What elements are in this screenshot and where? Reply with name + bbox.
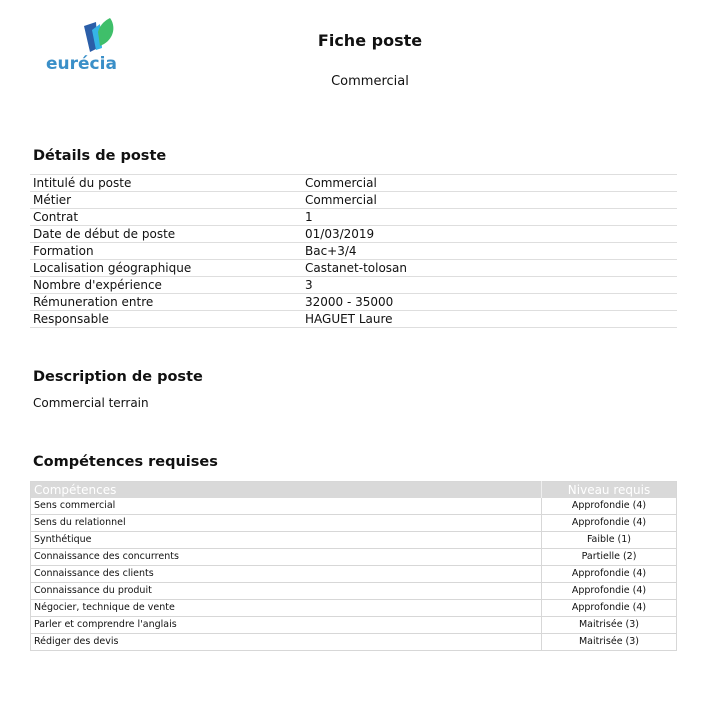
detail-value: 32000 - 35000 [302,294,677,311]
detail-value: 01/03/2019 [302,226,677,243]
skill-name: Connaissance des clients [31,566,542,583]
column-header-level: Niveau requis [542,482,677,499]
logo-wordmark: eurécia [46,54,117,74]
detail-label: Formation [30,243,302,260]
skill-level: Faible (1) [542,532,677,549]
detail-label: Rémuneration entre [30,294,302,311]
detail-value: Bac+3/4 [302,243,677,260]
description-text: Commercial terrain [33,396,149,410]
skills-heading: Compétences requises [33,454,218,470]
skill-level: Approfondie (4) [542,515,677,532]
skill-level: Approfondie (4) [542,566,677,583]
details-table [30,174,677,328]
skill-name: Rédiger des devis [31,634,542,651]
detail-value: Commercial [302,175,677,192]
detail-label: Date de début de poste [30,226,302,243]
details-row [30,175,677,192]
column-header-skill: Compétences [31,482,542,499]
skill-level: Approfondie (4) [542,583,677,600]
detail-label: Responsable [30,311,302,328]
details-heading: Détails de poste [33,148,167,164]
skill-row [31,566,677,583]
detail-label: Nombre d'expérience [30,277,302,294]
page-subtitle: Commercial [331,74,409,89]
details-row [30,260,677,277]
details-row [30,226,677,243]
skill-level: Partielle (2) [542,549,677,566]
skill-level: Maitrisée (3) [542,617,677,634]
details-row [30,243,677,260]
detail-label: Intitulé du poste [30,175,302,192]
skill-row [31,498,677,515]
skill-name: Connaissance des concurrents [31,549,542,566]
skill-row [31,583,677,600]
skill-row [31,617,677,634]
skills-table [30,481,677,651]
detail-value: 1 [302,209,677,226]
skill-name: Synthétique [31,532,542,549]
details-row [30,192,677,209]
skill-name: Négocier, technique de vente [31,600,542,617]
skill-level: Approfondie (4) [542,600,677,617]
page-title: Fiche poste [317,31,423,50]
detail-value: HAGUET Laure [302,311,677,328]
skill-name: Connaissance du produit [31,583,542,600]
detail-value: Castanet-tolosan [302,260,677,277]
skill-row [31,600,677,617]
details-row [30,294,677,311]
skill-name: Parler et comprendre l'anglais [31,617,542,634]
skills-header-row [31,482,677,499]
skill-row [31,532,677,549]
detail-value: Commercial [302,192,677,209]
detail-value: 3 [302,277,677,294]
skill-name: Sens du relationnel [31,515,542,532]
skill-level: Maitrisée (3) [542,634,677,651]
skill-name: Sens commercial [31,498,542,515]
description-heading: Description de poste [33,369,203,385]
detail-label: Localisation géographique [30,260,302,277]
detail-label: Contrat [30,209,302,226]
detail-label: Métier [30,192,302,209]
details-row [30,311,677,328]
details-row [30,209,677,226]
skill-row [31,549,677,566]
skill-row [31,515,677,532]
details-row [30,277,677,294]
skill-level: Approfondie (4) [542,498,677,515]
skill-row [31,634,677,651]
